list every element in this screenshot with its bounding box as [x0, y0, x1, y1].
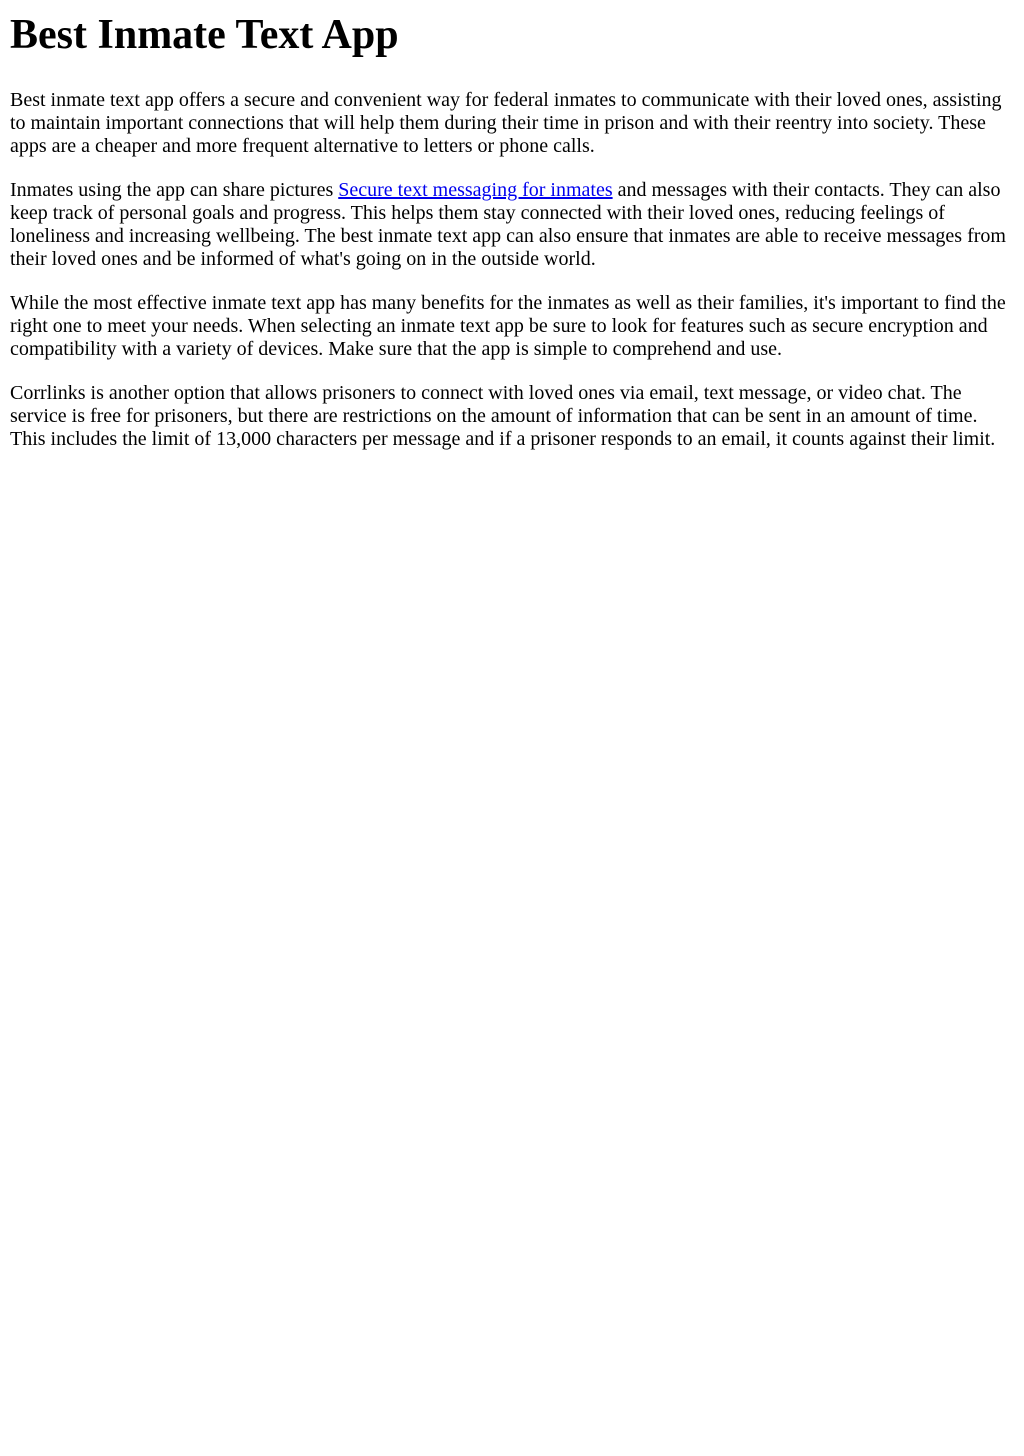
secure-text-messaging-link[interactable]: Secure text messaging for inmates: [338, 179, 613, 201]
paragraph-selection: While the most effective inmate text app has many benefits for the inmates as well as their families, it's important to find the right one to meet your needs. When selecting an inmate text app be sure to look for features such as secure encryption and compatibility with a variety of devices. Make sure that the app is simple to comprehend and use.: [10, 292, 1006, 360]
paragraph-features-text-end: and messages with their contacts. They can also keep track of personal goals and progress. This helps them stay connected with their loved ones, reducing feelings of loneliness and increasing wellbeing. The best inmate text app can also ensure that inmates are able to receive messages from their loved ones and be informed of what's going on in the outside world.: [10, 179, 1006, 270]
article-page: [0, 10, 1024, 451]
paragraph-intro: Best inmate text app offers a secure and convenient way for federal inmates to communicate with their loved ones, assisting to maintain important connections that will help them during their time in prison and with their reentry into society. These apps are a cheaper and more frequent alternative to letters or phone calls.: [10, 89, 1002, 157]
paragraph-corrlinks: Corrlinks is another option that allows prisoners to connect with loved ones via email, text message, or video chat. The service is free for prisoners, but there are restrictions on the amount of information that can be sent in an amount of time. This includes the limit of 13,000 characters per message and if a prisoner responds to an email, it counts against their limit.: [10, 382, 996, 450]
paragraph-features: [10, 179, 1014, 271]
page-title: Best Inmate Text App: [10, 12, 399, 58]
paragraph-features-text-start: Inmates using the app can share pictures: [10, 179, 339, 201]
